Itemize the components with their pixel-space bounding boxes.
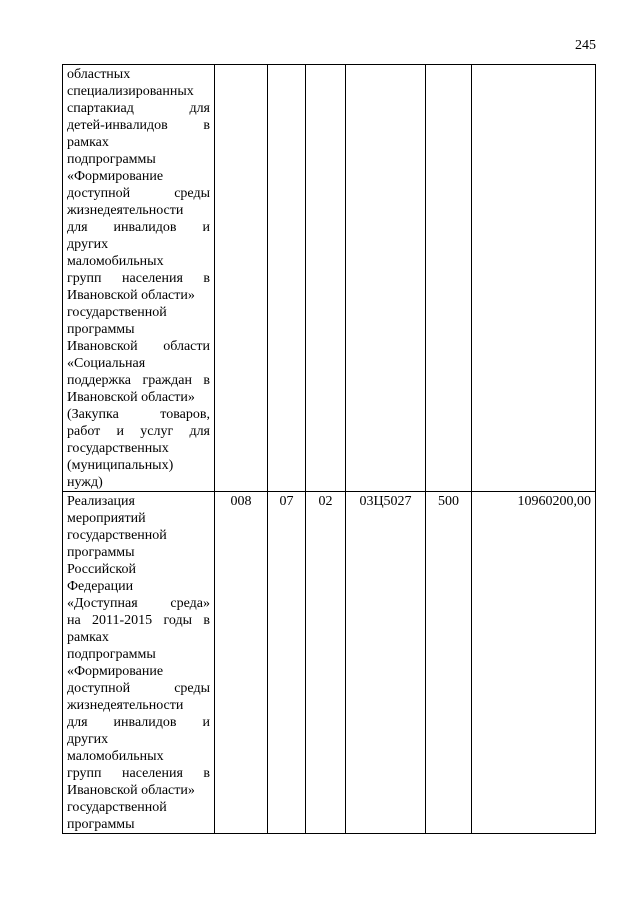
item-name-line: на 2011-2015 годы в bbox=[67, 613, 210, 628]
table-row bbox=[63, 65, 596, 492]
subsection-code-cell: 02 bbox=[306, 492, 346, 834]
item-name-line: программы bbox=[67, 817, 135, 832]
item-name-line: групп населения в bbox=[67, 271, 210, 286]
item-name-line: других bbox=[67, 237, 109, 252]
item-name-line: специализированных bbox=[67, 84, 194, 99]
item-name-line: рамках bbox=[67, 135, 109, 150]
item-name-line: программы bbox=[67, 545, 135, 560]
item-name-line: (муниципальных) bbox=[67, 458, 174, 473]
item-name-line: маломобильных bbox=[67, 254, 164, 269]
target-article-cell: 03Ц5027 bbox=[346, 492, 426, 834]
item-name-line: поддержка граждан в bbox=[67, 373, 210, 388]
item-name-line: маломобильных bbox=[67, 749, 164, 764]
item-name-line: доступной среды bbox=[67, 681, 210, 696]
item-name-line: Ивановской области» bbox=[67, 783, 195, 798]
ministry-code-cell: 008 bbox=[215, 492, 268, 834]
section-code-cell bbox=[268, 65, 306, 492]
item-name-line: групп населения в bbox=[67, 766, 210, 781]
item-name-line: жизнедеятельности bbox=[67, 203, 184, 218]
expense-type-cell: 500 bbox=[426, 492, 472, 834]
item-name-line: «Социальная bbox=[67, 356, 146, 371]
item-name-line: нужд) bbox=[67, 475, 103, 490]
item-name-line: «Доступная среда» bbox=[67, 596, 210, 611]
item-name-line: доступной среды bbox=[67, 186, 210, 201]
item-name-line: других bbox=[67, 732, 109, 747]
item-name-line: для инвалидов и bbox=[67, 715, 210, 730]
table-row bbox=[63, 492, 596, 834]
item-name-line: государственных bbox=[67, 441, 169, 456]
item-name-line: для инвалидов и bbox=[67, 220, 210, 235]
item-name-line: подпрограммы bbox=[67, 152, 156, 167]
item-name-line: работ и услуг для bbox=[67, 424, 210, 439]
item-name-line: жизнедеятельности bbox=[67, 698, 184, 713]
item-name-line: государственной bbox=[67, 528, 167, 543]
subsection-code-cell bbox=[306, 65, 346, 492]
item-name-line: областных bbox=[67, 67, 131, 82]
item-name-line: (Закупка товаров, bbox=[67, 407, 210, 422]
item-name-line: Ивановской области» bbox=[67, 288, 195, 303]
amount-cell bbox=[472, 65, 596, 492]
item-name-line: государственной bbox=[67, 305, 167, 320]
item-name-cell bbox=[63, 492, 215, 834]
item-name-line: спартакиад для bbox=[67, 101, 210, 116]
item-name-line: рамках bbox=[67, 630, 109, 645]
item-name-line: Российской bbox=[67, 562, 136, 577]
item-name-line: Ивановской области bbox=[67, 339, 210, 354]
section-code-cell: 07 bbox=[268, 492, 306, 834]
item-name-line: государственной bbox=[67, 800, 167, 815]
item-name-line: Федерации bbox=[67, 579, 134, 594]
ministry-code-cell bbox=[215, 65, 268, 492]
item-name-line: Реализация bbox=[67, 494, 135, 509]
item-name-line: мероприятий bbox=[67, 511, 146, 526]
target-article-cell bbox=[346, 65, 426, 492]
budget-table-body bbox=[63, 65, 596, 834]
page-number: 245 bbox=[575, 38, 596, 53]
item-name-line: «Формирование bbox=[67, 664, 164, 679]
item-name-line: программы bbox=[67, 322, 135, 337]
budget-table bbox=[62, 64, 596, 834]
item-name-line: детей-инвалидов в bbox=[67, 118, 210, 133]
item-name-line: подпрограммы bbox=[67, 647, 156, 662]
amount-cell: 10960200,00 bbox=[472, 492, 596, 834]
item-name-cell bbox=[63, 65, 215, 492]
item-name-line: Ивановской области» bbox=[67, 390, 195, 405]
item-name-line: «Формирование bbox=[67, 169, 164, 184]
expense-type-cell bbox=[426, 65, 472, 492]
